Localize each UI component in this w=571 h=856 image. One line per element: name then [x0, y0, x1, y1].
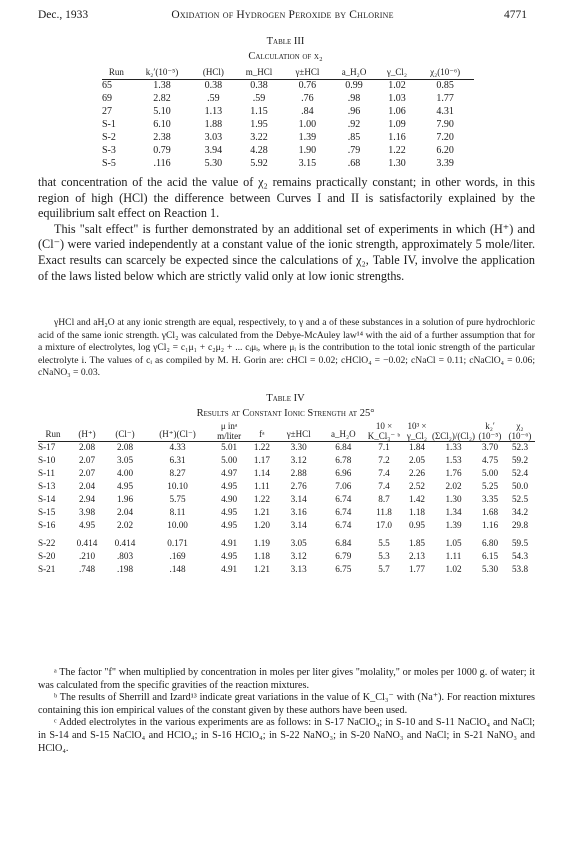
table3-cell: 1.00 — [298, 119, 317, 130]
table3-cell: 5.92 — [250, 158, 268, 169]
table4-cell: 2.05 — [408, 455, 426, 465]
table3-caption: Calculation of χ₂ — [248, 51, 323, 62]
table3-col-hcl: (HCl) — [202, 67, 224, 77]
table4-cell: 4.97 — [221, 468, 238, 478]
table4-cell: 1.22 — [253, 442, 270, 452]
table4-cell: 34.2 — [511, 507, 529, 517]
table4-cell: 6.78 — [335, 455, 352, 465]
table4-cell: 1.14 — [253, 468, 270, 478]
table4-body — [38, 441, 535, 576]
table4-cell: 1.21 — [253, 507, 270, 517]
table3-cell: .68 — [347, 158, 361, 169]
table4 — [38, 421, 535, 576]
table4-cell: 2.13 — [408, 551, 426, 561]
table3-col-chi2: χ₂(10⁻⁶) — [430, 67, 461, 77]
table3-cell: 0.76 — [298, 80, 317, 91]
table4-cell: 4.33 — [169, 442, 186, 452]
table4-col-kcl3: 10 × K_Cl₃⁻ ᵇ — [367, 421, 401, 441]
table4-cell: 6.84 — [335, 538, 352, 548]
table4-cell: 4.91 — [221, 564, 238, 574]
table4-cell: 4.95 — [221, 551, 238, 561]
table4-cell: 3.12 — [290, 551, 307, 561]
table4-cell: S-11 — [38, 468, 56, 478]
table4-cell: 1.68 — [481, 507, 499, 517]
table4-cell: 3.12 — [290, 455, 307, 465]
table-row — [102, 79, 474, 92]
table4-cell: 4.95 — [221, 507, 238, 517]
table4-cell: 1.18 — [253, 551, 270, 561]
table4-cell: 1.05 — [445, 538, 462, 548]
table4-cell: 5.7 — [378, 564, 390, 574]
table3-rule — [102, 79, 474, 80]
table4-cell: 1.34 — [445, 507, 462, 517]
table3-cell: .96 — [347, 106, 361, 117]
table4-cell: 1.17 — [253, 455, 270, 465]
body-text — [38, 175, 535, 284]
table4-cell: 0.414 — [76, 538, 98, 548]
table4-cell: 1.11 — [254, 481, 270, 491]
table4-cell: S-13 — [38, 481, 56, 491]
table3-cell: .59 — [252, 93, 266, 104]
table3-cell: 1.38 — [153, 80, 171, 91]
table-row — [102, 118, 474, 131]
table4-cell: 11.8 — [376, 507, 392, 517]
table4-cell: 1.11 — [445, 551, 462, 561]
table4-cell: 5.5 — [378, 538, 390, 548]
paragraph-1: that concentration of the acid the value of χ₂ remains practically constant; in other words, in this region of high (HCl) the difference between Curves I and II is satisfactorily explained by the equilibrium salt effect on Reaction 1. — [38, 175, 535, 221]
table4-cell: S-14 — [38, 494, 56, 504]
table4-col-sum-cl2: (ΣCl₂)/(Cl₂) — [431, 431, 475, 441]
table4-col-k2: k₂′ (10⁻⁵) — [478, 421, 502, 441]
table4-cell: 52.4 — [511, 468, 529, 478]
table3-cell: .76 — [301, 93, 314, 104]
table4-col-chi2: χ₂ (10⁻⁶) — [508, 421, 532, 441]
table3-col-gamma-hcl: γ±HCl — [295, 67, 320, 77]
table4-cell: 1.18 — [408, 507, 426, 517]
table4-cell: 5.00 — [481, 468, 499, 478]
table3-cell: 1.03 — [388, 93, 406, 104]
table4-cell: 6.96 — [335, 468, 352, 478]
paragraph-2: This "salt effect" is further demonstrated by an additional set of experiments in which (H⁺) and (Cl⁻) were varied independently at a constant value of the ionic strength, approximately 5 mole/liter. Exact results can scarcely be expected since the calculations of χ₂, Table IV, involve the application of the laws listed below which are strictly valid only at low ionic strengths. — [38, 221, 535, 283]
table4-cell: 3.14 — [290, 520, 307, 530]
table4-cell: 4.95 — [116, 481, 134, 491]
table3-cell: 0.99 — [345, 80, 363, 91]
table4-cell: 53.8 — [511, 564, 529, 574]
footnote-b: ᵇ The results of Sherrill and Izard¹³ indicate great variations in the value of K_Cl₃⁻ with (Na⁺). For reaction mixtures containing this ion empirical values of the constant given by these authors have been used. — [38, 692, 535, 716]
table4-col-hcl-product: (H⁺)(Cl⁻) — [159, 429, 196, 439]
table4-cell: 2.52 — [408, 481, 426, 491]
table4-col-ah2o: a_H₂O — [331, 429, 356, 439]
table4-cell: 17.0 — [375, 520, 393, 530]
table4-cell: 54.3 — [511, 551, 529, 561]
table4-cell: 52.3 — [511, 442, 529, 452]
table3-cell: .116 — [153, 158, 171, 169]
table3-col-gamma-cl2: γ_Cl₂ — [386, 67, 408, 77]
table4-cell: S-20 — [38, 551, 56, 561]
note-block — [38, 317, 535, 380]
table-row — [102, 144, 474, 157]
table3-header-row — [102, 66, 474, 79]
table3-cell: .98 — [347, 93, 361, 104]
table4-cell: 1.39 — [445, 520, 462, 530]
table3-cell: 3.94 — [204, 145, 223, 156]
header-date: Dec., 1933 — [38, 9, 89, 21]
table4-cell: 1.20 — [253, 520, 270, 530]
table4-cell: 1.84 — [408, 442, 426, 452]
table4-cell: 5.00 — [221, 455, 238, 465]
table3-cell: .79 — [347, 145, 361, 156]
table4-cell: 6.74 — [335, 494, 352, 504]
table4-cell: 0.171 — [167, 538, 188, 548]
table4-cell: 1.19 — [253, 538, 270, 548]
table4-cell: 5.75 — [169, 494, 186, 504]
table4-cell: 1.02 — [445, 564, 462, 574]
table3-cell: 0.79 — [153, 145, 171, 156]
table4-cell: 7.1 — [378, 442, 390, 452]
table4-cell: 3.14 — [290, 494, 307, 504]
table4-col-h: (H⁺) — [78, 429, 96, 439]
note-text: γHCl and aH₂O at any ionic strength are equal, respectively, to γ and a of these substances in a solution of pure hydrochloric acid of the same ionic strength. γCl₂ was calculated from the Debye-McAuley law¹⁴ with the aid of a further assumption that for a mixture of electrolytes, log γCl₂ = c₁μ₁ + c₂μ₂ + ... cᵢμᵢ, where μᵢ is the contribution to the total ionic strength of the particular electrolyte i. The values of cᵢ as compiled by M. H. Gorin are: cHCl = 0.02; cHClO₄ = −0.02; cNaCl = 0.11; cNaClO₄ = 0.06; cNaNO₃ = 0.03. — [38, 317, 535, 378]
table4-cell: 10.10 — [167, 481, 188, 491]
table3-cell: S-5 — [102, 158, 116, 169]
page-number: 4771 — [504, 9, 527, 21]
table4-cell: 2.04 — [78, 481, 96, 491]
table4-col-run: Run — [45, 429, 61, 439]
table4-cell: S-16 — [38, 520, 56, 530]
table4-cell: 10.00 — [167, 520, 188, 530]
table3-cell: .59 — [207, 93, 220, 104]
table3-cell: 4.31 — [436, 106, 454, 117]
table4-cell: 7.4 — [378, 468, 390, 478]
table3-cell: 3.39 — [436, 158, 454, 169]
table4-cell: 6.31 — [169, 455, 186, 465]
table-row — [38, 537, 535, 550]
table3-cell: 7.90 — [436, 119, 454, 130]
table4-cell: 1.30 — [445, 494, 462, 504]
table4-cell: 2.94 — [78, 494, 96, 504]
table4-cell: 3.13 — [290, 564, 307, 574]
table3-cell: 1.39 — [298, 132, 317, 143]
running-header — [38, 9, 527, 25]
table3-col-k2: k₂′(10⁻⁵) — [145, 67, 179, 77]
table4-cell: 50.0 — [511, 481, 529, 491]
table3-cell: 6.10 — [153, 119, 171, 130]
table4-cell: 6.79 — [335, 551, 352, 561]
table4-cell: 2.02 — [116, 520, 134, 530]
table-row — [38, 441, 535, 454]
table-row — [38, 550, 535, 563]
table3-cell: S-1 — [102, 119, 116, 130]
table4-header-row — [38, 421, 535, 441]
table3-cell: 1.30 — [388, 158, 406, 169]
table4-cell: 4.91 — [221, 538, 238, 548]
table4-cell: 2.04 — [116, 507, 134, 517]
table3-cell: 0.38 — [204, 80, 223, 91]
table3-cell: 6.20 — [436, 145, 454, 156]
table3-cell: 1.95 — [250, 119, 268, 130]
table4-title: Table IV — [266, 393, 305, 404]
table4-cell: 3.16 — [290, 507, 307, 517]
table4-cell: .210 — [78, 551, 96, 561]
table4-cell: 3.35 — [481, 494, 499, 504]
table4-cell: 2.76 — [290, 481, 307, 491]
table3-cell: 69 — [102, 93, 112, 104]
table4-cell: 59.5 — [511, 538, 529, 548]
table3-col-run: Run — [108, 67, 124, 77]
table3-body — [102, 79, 474, 170]
table3-cell: 27 — [102, 106, 112, 117]
table4-cell: 1.22 — [253, 494, 270, 504]
table3 — [102, 66, 474, 170]
header-title: Oxidation of Hydrogen Peroxide by Chlorine — [171, 9, 394, 21]
table4-col-gamma-hcl: γ±HCl — [286, 429, 311, 439]
table4-cell: S-21 — [38, 564, 56, 574]
table4-cell: 4.00 — [116, 468, 134, 478]
table4-cell: 6.84 — [335, 442, 352, 452]
table4-cell: 5.25 — [481, 481, 499, 491]
table4-cell: 2.88 — [290, 468, 307, 478]
table4-cell: 0.95 — [408, 520, 426, 530]
table4-cell: 2.08 — [116, 442, 134, 452]
table3-col-mhcl: m_HCl — [245, 67, 273, 77]
table3-cell: S-3 — [102, 145, 116, 156]
table4-rule — [38, 441, 535, 442]
table4-cell: 2.02 — [445, 481, 462, 491]
table4-cell: 3.98 — [78, 507, 96, 517]
table-row — [102, 157, 474, 170]
table4-cell: 0.414 — [114, 538, 136, 548]
table3-cell: 0.85 — [436, 80, 454, 91]
table3-cell: 3.22 — [250, 132, 268, 143]
table4-cell: 1.53 — [445, 455, 462, 465]
table3-cell: 2.82 — [153, 93, 171, 104]
table4-cell: 4.95 — [221, 520, 238, 530]
table-row — [38, 519, 535, 532]
table4-cell: 3.30 — [290, 442, 307, 452]
table4-caption: Results at Constant Ionic Strength at 25° — [196, 408, 375, 419]
table4-col-f: fᵃ — [259, 429, 265, 439]
table4-cell: 2.26 — [408, 468, 426, 478]
table4-cell: S-17 — [38, 442, 56, 452]
table-row — [102, 105, 474, 118]
table4-cell: 6.75 — [335, 564, 352, 574]
table4-cell: 6.74 — [335, 507, 352, 517]
table3-cell: 1.77 — [436, 93, 454, 104]
table4-cell: S-22 — [38, 538, 56, 548]
table4-cell: 6.80 — [481, 538, 499, 548]
table3-cell: 1.15 — [250, 106, 268, 117]
table-row — [38, 563, 535, 576]
table3-cell: .92 — [347, 119, 361, 130]
table4-cell: 1.85 — [408, 538, 426, 548]
table3-cell: 1.09 — [388, 119, 406, 130]
table4-cell: 3.05 — [116, 455, 134, 465]
table-row — [38, 493, 535, 506]
table4-cell: 7.2 — [378, 455, 390, 465]
footnotes — [38, 667, 535, 755]
table4-cell: 29.8 — [511, 520, 529, 530]
table4-cell: 4.75 — [481, 455, 499, 465]
table4-cell: S-10 — [38, 455, 56, 465]
table4-cell: 2.07 — [78, 455, 96, 465]
table3-cell: 5.30 — [204, 158, 223, 169]
table4-cell: 1.76 — [445, 468, 462, 478]
table4-cell: 1.42 — [408, 494, 426, 504]
table3-cell: .84 — [301, 106, 314, 117]
table3-cell: 1.16 — [388, 132, 406, 143]
table4-cell: 4.95 — [78, 520, 96, 530]
table3-cell: 1.22 — [388, 145, 406, 156]
table4-cell: S-15 — [38, 507, 56, 517]
table4-cell: .748 — [78, 564, 96, 574]
table4-cell: 8.7 — [378, 494, 390, 504]
table4-col-gamma-cl2: 10³ × γ_Cl₂ — [406, 421, 428, 441]
table4-cell: 6.15 — [481, 551, 499, 561]
table4-cell: .198 — [116, 564, 134, 574]
table3-cell: 1.06 — [388, 106, 406, 117]
table4-cell: 6.74 — [335, 520, 352, 530]
table4-cell: 8.11 — [169, 507, 186, 517]
table3-title: Table III — [266, 36, 305, 47]
table4-cell: .803 — [116, 551, 134, 561]
footnote-c: ᶜ Added electrolytes in the various experiments are as follows: in S-17 NaClO₄; in S-10 and S-11 NaClO₄ and NaCl; in S-14 and S-15 NaClO₄ and HClO₄; in S-16 HClO₄; in S-22 NaNO₃; in S-20 NaNO₃ and NaCl; in S-21 NaNO₃ and HClO₄. — [38, 717, 535, 754]
table4-cell: 3.05 — [290, 538, 307, 548]
table3-cell: 1.02 — [388, 80, 406, 91]
table4-cell: 1.16 — [481, 520, 499, 530]
table3-cell: 1.90 — [298, 145, 317, 156]
table3-cell: 1.13 — [204, 106, 223, 117]
table4-cell: 7.06 — [335, 481, 352, 491]
table4-cell: 5.30 — [481, 564, 499, 574]
table4-cell: 1.96 — [116, 494, 134, 504]
table3-cell: .85 — [347, 132, 361, 143]
table3-cell: 4.28 — [250, 145, 268, 156]
table4-cell: 4.90 — [221, 494, 238, 504]
table3-cell: 7.20 — [436, 132, 454, 143]
table3-cell: 2.38 — [153, 132, 171, 143]
footnote-a: ᵃ The factor "f" when multiplied by concentration in moles per liter gives "molality," or moles per 1000 g. of water; it was calculated from the specific gravities of the reaction mixtures. — [38, 667, 535, 691]
table4-cell: 7.4 — [378, 481, 390, 491]
table4-cell: .148 — [169, 564, 186, 574]
table-row — [38, 454, 535, 467]
table-row — [102, 92, 474, 105]
table4-col-mu: μ inᵃ m/liter — [217, 421, 242, 441]
table4-cell: 3.70 — [481, 442, 499, 452]
table4-cell: 5.3 — [378, 551, 390, 561]
table-row — [38, 480, 535, 493]
table4-cell: .169 — [169, 551, 186, 561]
table3-cell: 1.88 — [204, 119, 223, 130]
table3-col-ah2o: a_H₂O — [341, 67, 367, 77]
table4-cell: 52.5 — [511, 494, 529, 504]
table4-cell: 1.33 — [445, 442, 462, 452]
table3-cell: 0.38 — [250, 80, 268, 91]
table4-cell: 2.08 — [78, 442, 96, 452]
table4-cell: 8.27 — [169, 468, 186, 478]
table4-cell: 59.2 — [511, 455, 529, 465]
table3-cell: 3.15 — [298, 158, 317, 169]
table3-cell: 3.03 — [204, 132, 223, 143]
table-row — [102, 131, 474, 144]
table-row — [38, 467, 535, 480]
table4-cell: 1.77 — [408, 564, 426, 574]
table3-cell: 5.10 — [153, 106, 171, 117]
table-row — [38, 506, 535, 519]
table4-col-cl: (Cl⁻) — [115, 429, 135, 439]
table3-cell: 65 — [102, 80, 112, 91]
table4-cell: 1.21 — [253, 564, 270, 574]
table3-cell: S-2 — [102, 132, 116, 143]
table4-cell: 4.95 — [221, 481, 238, 491]
table4-cell: 5.01 — [221, 442, 238, 452]
table4-cell: 2.07 — [78, 468, 96, 478]
